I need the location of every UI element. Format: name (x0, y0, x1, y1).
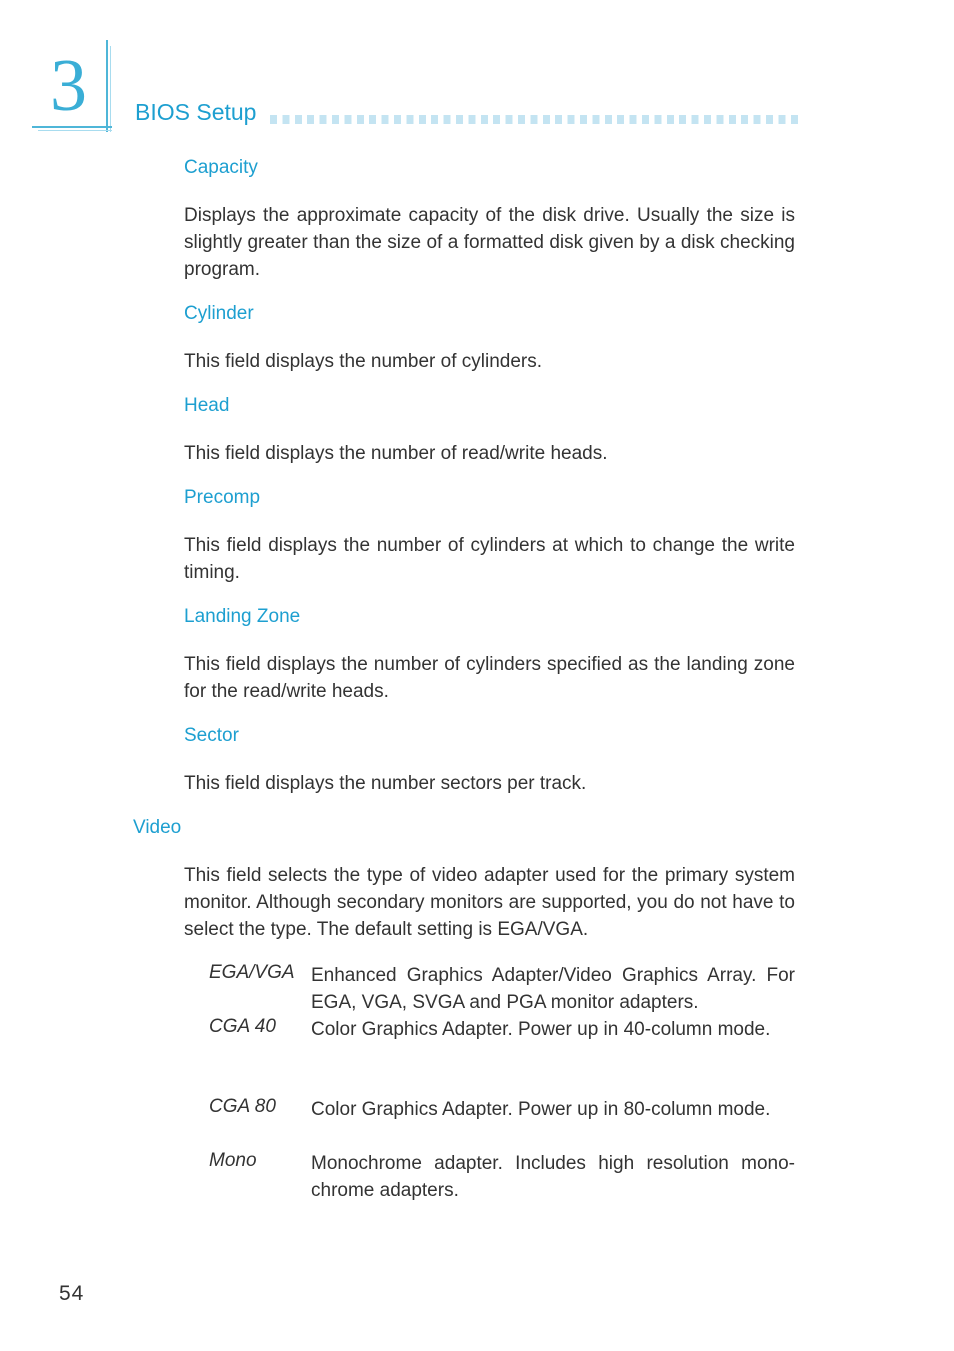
dotted-rule (270, 115, 800, 124)
chapter-number: 3 (50, 45, 87, 127)
text-landing-zone: This field displays the number of cylinders specified as the landing zone for the read/write heads. (184, 654, 795, 702)
heading-sector: Sector (184, 725, 239, 746)
text-sector: This field displays the number sectors per track. (184, 773, 587, 794)
option-desc-cga80: Color Graphics Adapter. Power up in 80-column mode. (311, 1099, 771, 1120)
option-term-cga40: CGA 40 (209, 1016, 276, 1037)
section-title: BIOS Setup (135, 99, 257, 125)
chapter-marker (32, 40, 112, 132)
chapter-rule-horizontal-light (38, 130, 112, 131)
text-video: This field selects the type of video adapter used for the primary system monitor. Although secondary monitors are supported, you do not have to select the type. The default setting is EGA/VGA. (184, 865, 795, 940)
heading-cylinder: Cylinder (184, 303, 254, 324)
chapter-rule-vertical-light (110, 46, 111, 132)
text-cylinder: This field displays the number of cylinders. (184, 351, 542, 372)
option-term-mono: Mono (209, 1150, 257, 1171)
option-term-cga80: CGA 80 (209, 1096, 276, 1117)
heading-landing-zone: Landing Zone (184, 606, 301, 627)
text-capacity: Displays the approximate capacity of the disk drive. Usually the size is slightly greater than the size of a formatted disk given by a disk checking program. (184, 205, 795, 280)
page-number: 54 (59, 1282, 85, 1305)
heading-video: Video (133, 817, 182, 838)
heading-precomp: Precomp (184, 487, 261, 508)
text-precomp: This field displays the number of cylinders at which to change the write timing. (184, 535, 795, 583)
option-term-ega-vga: EGA/VGA (209, 962, 295, 983)
option-desc-mono: Monochrome adapter. Includes high resolution mono-chrome adapters. (311, 1153, 795, 1201)
text-head: This field displays the number of read/write heads. (184, 443, 608, 464)
heading-capacity: Capacity (184, 157, 258, 178)
option-desc-cga40: Color Graphics Adapter. Power up in 40-column mode. (311, 1019, 771, 1040)
heading-head: Head (184, 395, 230, 416)
chapter-rule-vertical (106, 40, 108, 132)
option-desc-ega-vga: Enhanced Graphics Adapter/Video Graphics Array. For EGA, VGA, SVGA and PGA monitor adapters. (311, 965, 795, 1013)
